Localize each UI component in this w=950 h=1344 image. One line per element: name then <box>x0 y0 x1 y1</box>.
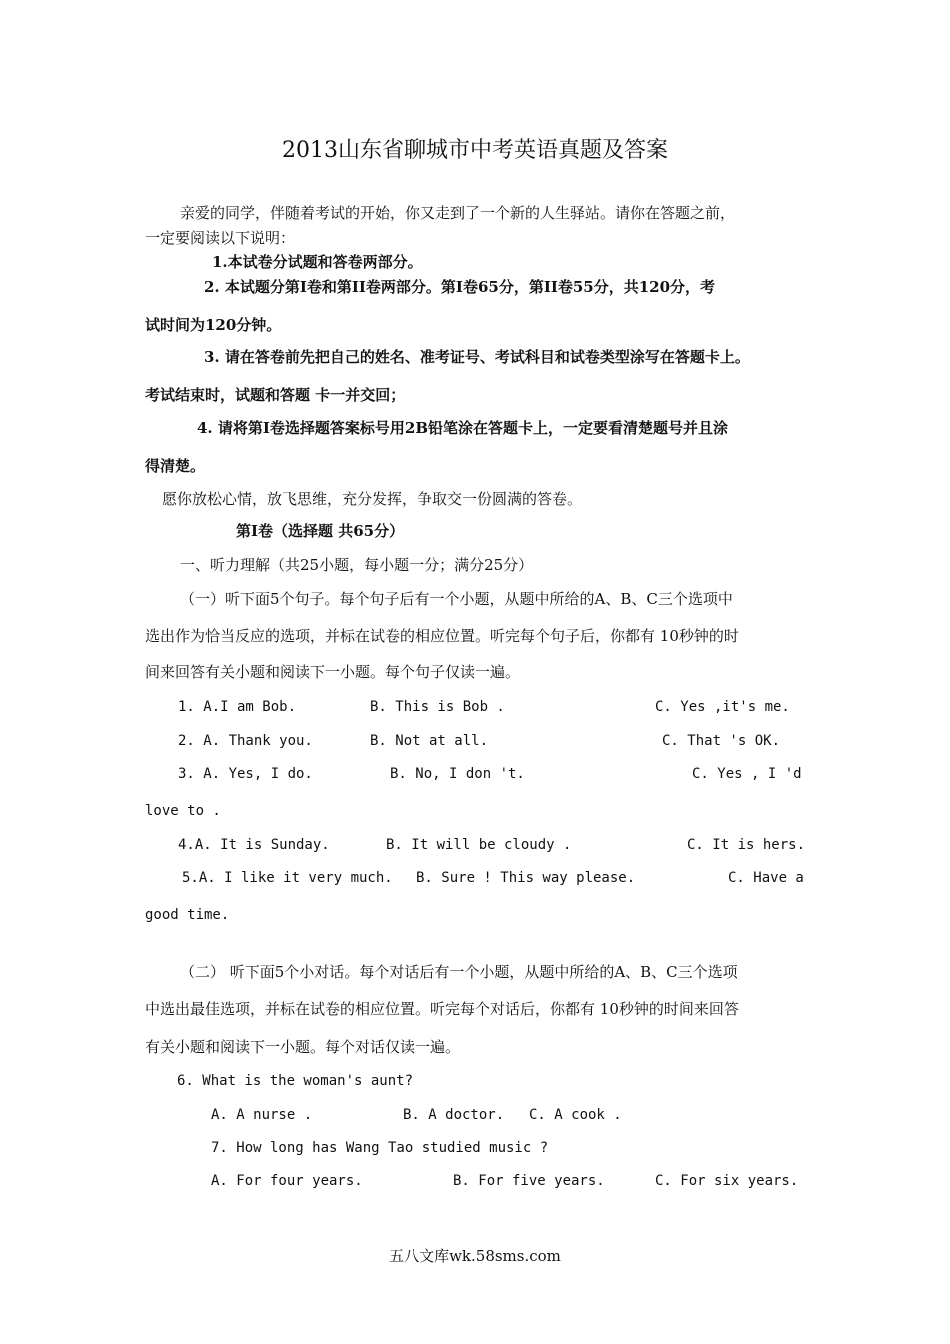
q1-option-a: 1. A.I am Bob. <box>178 699 297 715</box>
sub1-line-2: 选出作为恰当反应的选项，并标在试卷的相应位置。听完每个句子后，你都有 10秒钟的时 <box>145 627 739 645</box>
instruction-2b: 试时间为120分钟。 <box>145 316 282 334</box>
q5-option-c-cont: good time. <box>145 907 230 923</box>
q6-option-b: B. A doctor. <box>403 1107 505 1123</box>
q2-option-c: C. That 's OK. <box>662 733 781 749</box>
q6-option-c: C. A cook . <box>529 1107 622 1123</box>
q7-option-c: C. For six years. <box>655 1173 799 1189</box>
sub1-line-3: 间来回答有关小题和阅读下一小题。每个句子仅读一遍。 <box>145 663 521 681</box>
footer-watermark: 五八文库wk.58sms.com <box>389 1247 561 1265</box>
q3-option-c: C. Yes , I 'd <box>692 766 802 782</box>
q1-option-c: C. Yes ,it's me. <box>655 699 790 715</box>
instruction-4a: 4. 请将第Ⅰ卷选择题答案标号用2B铅笔涂在答题卡上，一定要看清楚题号并且涂 <box>197 419 729 437</box>
intro-line-2: 一定要阅读以下说明： <box>145 229 296 247</box>
sub2-line-3: 有关小题和阅读下一小题。每个对话仅读一遍。 <box>145 1038 461 1056</box>
page-title: 2013山东省聊城市中考英语真题及答案 <box>282 138 668 163</box>
sub1-line-1: （一）听下面5个句子。每个句子后有一个小题，从题中所给的A、B、C三个选项中 <box>180 590 733 608</box>
q4-option-c: C. It is hers. <box>687 837 806 853</box>
section1-heading: 一、听力理解（共25小题，每小题一分；满分25分） <box>180 556 534 574</box>
instruction-1: 1.本试卷分试题和答卷两部分。 <box>212 253 423 271</box>
q6-stem: 6. What is the woman's aunt? <box>177 1073 414 1089</box>
instruction-2a: 2. 本试题分第Ⅰ卷和第II卷两部分。第Ⅰ卷65分，第II卷55分，共120分，考 <box>204 278 716 296</box>
wish-text: 愿你放松心情，放飞思维，充分发挥，争取交一份圆满的答卷。 <box>162 490 583 508</box>
q5-option-a: 5.A. I like it very much. <box>182 870 393 886</box>
q2-option-a: 2. A. Thank you. <box>178 733 313 749</box>
q2-option-b: B. Not at all. <box>370 733 489 749</box>
q6-option-a: A. A nurse . <box>211 1107 313 1123</box>
instruction-3b: 考试结束时，试题和答题 卡一并交回； <box>145 386 406 404</box>
q4-option-b: B. It will be cloudy . <box>386 837 572 853</box>
q3-option-c-cont: love to . <box>145 803 221 819</box>
intro-line-1: 亲爱的同学，伴随着考试的开始，你又走到了一个新的人生驿站。请你在答题之前， <box>180 204 736 222</box>
q3-option-a: 3. A. Yes, I do. <box>178 766 313 782</box>
q4-option-a: 4.A. It is Sunday. <box>178 837 330 853</box>
q5-option-b: B. Sure ! This way please. <box>416 870 636 886</box>
sub2-line-2: 中选出最佳选项，并标在试卷的相应位置。听完每个对话后，你都有 10秒钟的时间来回答 <box>145 1000 739 1018</box>
part1-heading: 第Ⅰ卷（选择题 共65分） <box>236 522 405 540</box>
q1-option-b: B. This is Bob . <box>370 699 505 715</box>
sub2-line-1: （二） 听下面5个小对话。每个对话后有一个小题，从题中所给的A、B、C三个选项 <box>180 963 738 981</box>
q5-option-c: C. Have a <box>728 870 804 886</box>
q3-option-b: B. No, I don 't. <box>390 766 525 782</box>
q7-option-a: A. For four years. <box>211 1173 363 1189</box>
q7-option-b: B. For five years. <box>453 1173 605 1189</box>
q7-stem: 7. How long has Wang Tao studied music ? <box>211 1140 549 1156</box>
instruction-4b: 得清楚。 <box>145 457 206 475</box>
instruction-3a: 3. 请在答卷前先把自己的姓名、准考证号、考试科目和试卷类型涂写在答题卡上。 <box>204 348 750 366</box>
